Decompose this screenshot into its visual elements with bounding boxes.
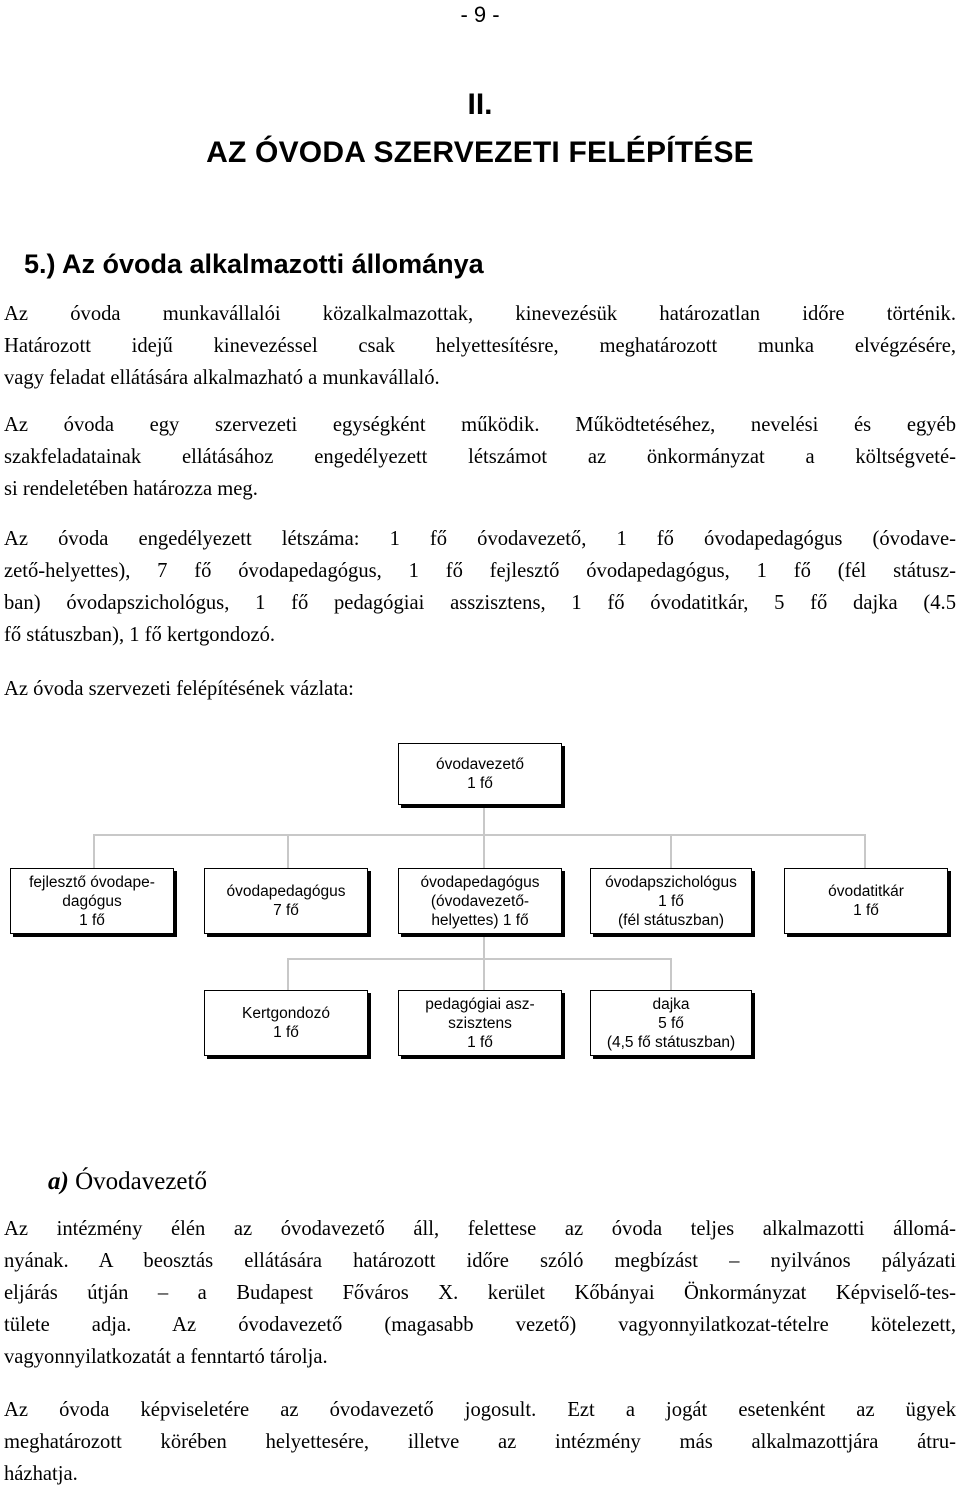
- connector-line: [864, 834, 866, 868]
- text-line: nyának. A beosztás ellátására határozott időre szóló megbízást – nyilvános pályázati: [4, 1250, 956, 1272]
- text-line: ban) óvodapszichológus, 1 fő pedagógiai asszisztens, 1 fő óvodatitkár, 5 fő dajka (4.5: [4, 592, 956, 614]
- paragraph-representation: [4, 1394, 956, 1490]
- node-label: helyettes) 1 fő: [431, 911, 529, 929]
- node-label: 1 fő: [467, 775, 493, 792]
- paragraph-director-role: [4, 1213, 956, 1373]
- text-line: tülete adja. Az óvodavezető (magasabb vezető) vagyonnyilatkozat-tételre kötelezett,: [4, 1314, 956, 1336]
- node-label: 1 fő: [273, 1024, 299, 1041]
- text-line: Határozott idejű kinevezéssel csak helyettesítésre, meghatározott munka elvégzésére,: [4, 335, 956, 357]
- paragraph-headcount: [4, 523, 956, 651]
- text-line: fő státuszban), 1 fő kertgondozó.: [4, 624, 276, 646]
- paragraph-employees: [4, 298, 956, 394]
- node-label: óvodatitkár: [828, 883, 904, 900]
- node-label: Kertgondozó: [242, 1005, 330, 1022]
- text-line: vagy feladat ellátására alkalmazható a munkavállaló.: [4, 367, 440, 389]
- text-line: szakfeladatainak ellátásához engedélyezett létszámot az önkormányzat a költségveté-: [4, 446, 956, 468]
- node-label: (óvodavezető-: [430, 892, 530, 910]
- connector-line: [483, 806, 485, 836]
- org-chart: [0, 730, 960, 1110]
- connector-line: [93, 834, 95, 868]
- text-line: házhatja.: [4, 1463, 78, 1485]
- node-label: 7 fő: [273, 902, 299, 919]
- org-node-secretary: [784, 868, 948, 934]
- text-line: meghatározott körében helyettesére, illetve az intézmény más alkalmazottjára átru-: [4, 1431, 956, 1453]
- text-line: eljárás útján – a Budapest Főváros X. kerület Kőbányai Önkormányzat Képviselő-tes-: [4, 1282, 956, 1304]
- chapter-number: II.: [467, 88, 493, 121]
- text-line: Az óvoda munkavállalói közalkalmazottak, kinevezésük határozatlan időre történik.: [4, 303, 956, 325]
- node-label: (4,5 fő státuszban): [606, 1033, 736, 1051]
- connector-line: [93, 834, 864, 836]
- subsection-heading: [48, 1168, 207, 1196]
- org-node-teachers: [204, 868, 368, 934]
- org-node-deputy-director: [398, 868, 562, 934]
- node-label: 1 fő: [853, 902, 879, 919]
- node-label: dajka: [652, 995, 690, 1013]
- node-label: 1 fő: [467, 1033, 493, 1051]
- node-label: dagógus: [62, 892, 122, 910]
- paragraph-chart-intro: [4, 673, 956, 705]
- node-label: 1 fő: [79, 911, 105, 929]
- text-line: Az intézmény élén az óvodavezető áll, felettese az óvoda teljes alkalmazotti állomá-: [4, 1218, 956, 1240]
- text-line: Az óvoda szervezeti felépítésének vázlata:: [4, 678, 354, 700]
- connector-line: [287, 834, 289, 868]
- connector-line: [670, 834, 672, 868]
- section-heading: 5.) Az óvoda alkalmazotti állománya: [24, 249, 484, 279]
- subsection-title: Óvodavezető: [75, 1168, 207, 1195]
- org-node-director: [398, 743, 562, 805]
- chapter-title: AZ ÓVODA SZERVEZETI FELÉPÍTÉSE: [206, 136, 754, 169]
- connector-line: [670, 958, 672, 990]
- text-line: vagyonnyilatkozatát a fenntartó tárolja.: [4, 1346, 328, 1368]
- org-node-gardener: [204, 990, 368, 1056]
- text-line: Az óvoda képviseletére az óvodavezető jogosult. Ezt a jogát esetenként az ügyek: [4, 1399, 956, 1421]
- org-node-assistant: [398, 990, 562, 1056]
- connector-line: [483, 834, 485, 868]
- subsection-letter: a): [48, 1168, 69, 1195]
- connector-line: [483, 930, 485, 990]
- node-label: fejlesztő óvodape-: [29, 873, 155, 891]
- text-line: zető-helyettes), 7 fő óvodapedagógus, 1 fő fejlesztő óvodapedagógus, 1 fő (fél státusz-: [4, 560, 956, 582]
- text-line: Az óvoda engedélyezett létszáma: 1 fő óvodavezető, 1 fő óvodapedagógus (óvodave-: [4, 528, 956, 550]
- connector-line: [287, 958, 289, 990]
- text-line: si rendeletében határozza meg.: [4, 478, 258, 500]
- org-node-psychologist: [590, 868, 752, 934]
- node-label: óvodapedagógus: [420, 873, 540, 891]
- node-label: pedagógiai asz-: [425, 995, 535, 1013]
- page-number: - 9 -: [460, 2, 500, 27]
- node-label: szisztens: [448, 1014, 512, 1032]
- node-label: óvodapedagógus: [226, 883, 346, 900]
- org-node-nannies: [590, 990, 752, 1056]
- text-line: Az óvoda egy szervezeti egységként működik. Működtetéséhez, nevelési és egyéb: [4, 414, 956, 436]
- node-label: óvodavezető: [436, 756, 524, 773]
- node-label: 1 fő: [658, 892, 684, 910]
- node-label: 5 fő: [658, 1014, 684, 1032]
- paragraph-organization: [4, 409, 956, 505]
- node-label: (fél státuszban): [618, 911, 724, 929]
- node-label: óvodapszichológus: [605, 873, 737, 891]
- connector-line: [287, 958, 672, 960]
- org-node-development-teacher: [10, 868, 174, 934]
